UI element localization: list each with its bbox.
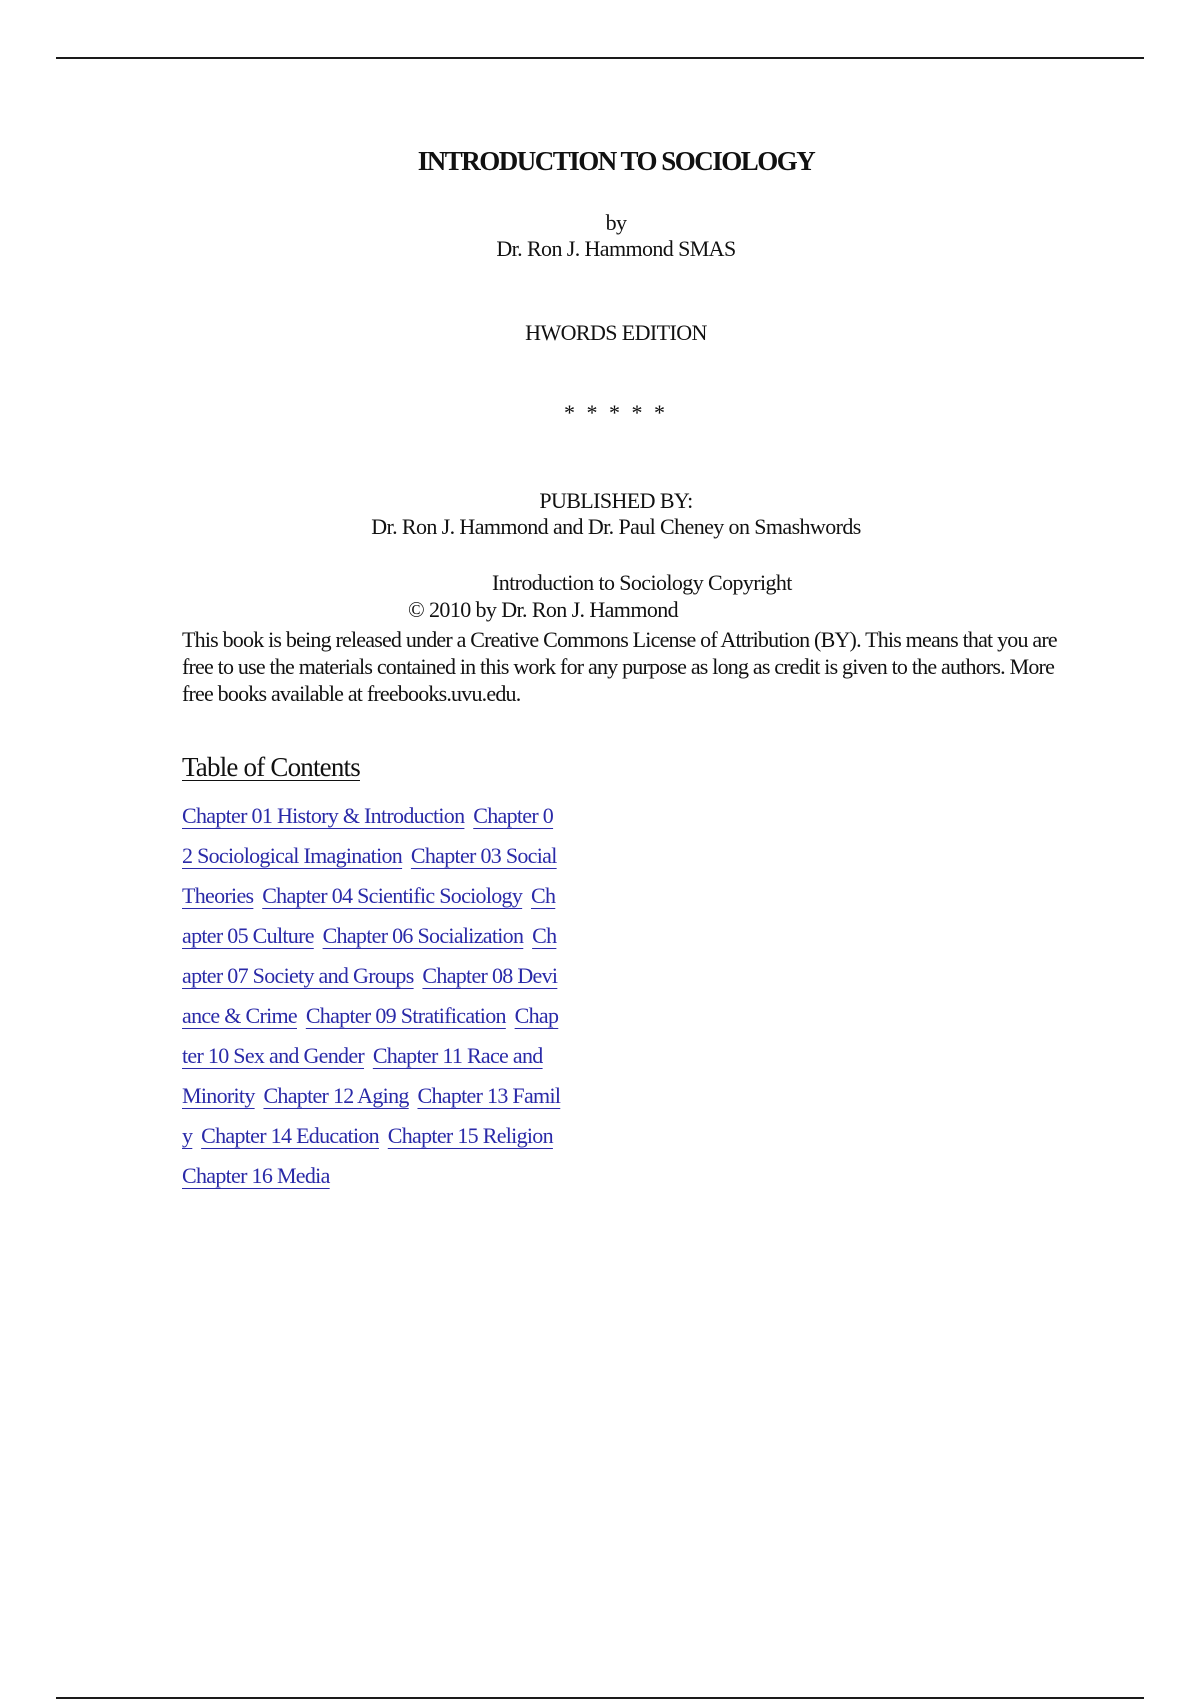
license-paragraph: This book is being released under a Creative Commons License of Attribution (BY). This means that you are free to use the materials contained in this work for any purpose as long as credit is given to the authors. More free books available at freebooks.uvu.edu. [182,627,1057,706]
edition-label: HWORDS EDITION [525,320,707,345]
toc-link-chapter-10[interactable]: Chapter 10 Sex and Gender [182,1003,559,1068]
toc-link-chapter-06[interactable]: Chapter 06 Socialization [322,923,524,948]
top-rule [56,57,1144,59]
published-by-label: PUBLISHED BY: [539,488,693,513]
section-separator: * * * * * [564,400,668,425]
toc-link-chapter-16[interactable]: Chapter 16 Media [182,1163,330,1188]
toc-link-chapter-11[interactable]: Chapter 11 Race and Minority [182,1043,543,1108]
toc-link-chapter-14[interactable]: Chapter 14 Education [201,1123,379,1148]
bottom-rule [56,1697,1144,1699]
toc-link-chapter-07[interactable]: Chapter 07 Society and Groups [182,923,557,988]
book-title: INTRODUCTION TO SOCIOLOGY [417,146,815,176]
toc-link-chapter-02[interactable]: Chapter 02 Sociological Imagination [182,803,554,868]
toc-link-chapter-03[interactable]: Chapter 03 Social Theories [182,843,557,908]
toc-link-chapter-08[interactable]: Chapter 08 Deviance & Crime [182,963,558,1028]
author-name: Dr. Ron J. Hammond SMAS [496,236,736,261]
toc-link-chapter-05[interactable]: Chapter 05 Culture [182,883,556,948]
toc-heading: Table of Contents [182,752,360,782]
toc-list [182,796,562,1196]
copyright-notice: © 2010 by Dr. Ron J. Hammond [408,597,679,622]
copyright-title: Introduction to Sociology Copyright [492,570,792,595]
toc-link-chapter-09[interactable]: Chapter 09 Stratification [305,1003,506,1028]
by-line: by [605,210,627,235]
toc-link-chapter-12[interactable]: Chapter 12 Aging [263,1083,409,1108]
toc-link-chapter-01[interactable]: Chapter 01 History & Introduction [182,803,465,828]
toc-link-chapter-13[interactable]: Chapter 13 Family [182,1083,561,1148]
toc-link-chapter-04[interactable]: Chapter 04 Scientific Sociology [262,883,523,908]
toc-link-chapter-15[interactable]: Chapter 15 Religion [387,1123,553,1148]
publishers-line: Dr. Ron J. Hammond and Dr. Paul Cheney on Smashwords [371,514,861,539]
